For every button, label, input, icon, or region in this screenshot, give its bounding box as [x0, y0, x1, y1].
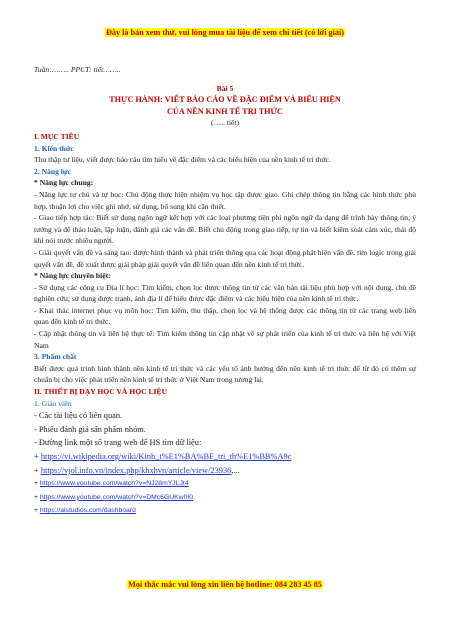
knowledge-heading: 1. Kiến thức	[34, 143, 74, 153]
general-competence-item: - Năng lực tự chủ và tự học: Chủ động thực hiện nhiệm vụ học tập được giao. Ghi chép thông tin bằng các hình thức phù hợp, thuận lợi cho việc ghi nhớ, sử dụng, bổ sung khi cần thiết.	[34, 189, 416, 211]
link-suffix: ,...	[231, 465, 240, 475]
link-prefix: +	[34, 493, 40, 501]
general-competence-item: - Giao tiếp hợp tác: Biết sử dụng ngôn ngữ kết hợp với các loại phương tiện phi ngôn ngữ đa dạng để trình bày thông tin, ý tưởng và để thảo luận, lập luận, đánh giá các vấn đề. Biết chủ động trong giao tiếp, tự tin và biết kiểm soát cảm xúc, thái độ khi nói trước nhiều người.	[34, 213, 416, 246]
schedule-line: Tuần:…….. PPCT: tiết……..	[34, 65, 121, 74]
general-competence-item: - Giải quyết vấn đề và sáng tạo: được hình thành và phát triển thông qua các hoạt động phát hiện vấn đề, tìm logic trong giải quyết vấn đề, đề xuất được giải pháp giải quyết vấn đề liên quan đến nền kinh tế tri thức.	[34, 247, 416, 269]
specific-competence-item: - Sử dụng các công cụ Địa lí học: Tìm kiếm, chọn lọc được thông tin từ các văn bản tài liệu phù hợp với nội dung, chủ đề nghiên cứu; sử dụng được tranh, ảnh địa lí để hiểu được đặc điểm và các biểu hiện của nền kinh tế tri thức.	[34, 282, 416, 304]
lesson-title-line-1: THỰC HÀNH: VIẾT BÁO CÁO VỀ ĐẶC ĐIỂM VÀ BIỂU HIỆN	[109, 95, 341, 105]
vjol-link[interactable]: https://vjol.info.vn/index.php/khxhvn/article/view/23936	[40, 465, 232, 475]
preview-notice-banner	[0, 28, 450, 37]
wikipedia-link[interactable]: https://vi.wikipedia.org/wiki/Kinh_t%E1%BA%BF_tri_th%E1%BB%A9c	[40, 452, 292, 461]
teacher-item: - Các tài liệu có liên quan.	[34, 411, 123, 421]
lesson-title-line-2: CỦA NỀN KINH TẾ TRI THỨC	[167, 106, 283, 116]
aistudios-link[interactable]: https://aistudios.com/dashboard	[39, 507, 136, 515]
link-prefix: +	[34, 480, 40, 488]
hotline-text: Mọi thắc mắc vui lòng xin liên hệ hotline: 084 283 45 85	[128, 580, 322, 589]
youtube-link-1[interactable]: https://www.youtube.com/watch?v=NJ28mYJLJt4	[39, 480, 189, 488]
knowledge-text: Thu thập tư liệu, viết được báo cáo tìm hiểu về đặc điểm và các biểu hiện của nền kinh tế tri thức.	[34, 155, 331, 165]
link-row-youtube-1	[34, 477, 416, 491]
youtube-link-2[interactable]: https://www.youtube.com/watch?v=DMc6GUKw0I0	[39, 493, 194, 501]
preview-notice-text: Đây là bản xem thử, vui lòng mua tài liệu để xem chi tiết (có lời giải)	[105, 28, 344, 37]
period-count: (….. tiết)	[210, 118, 240, 128]
link-prefix: +	[34, 465, 41, 475]
general-competence-heading: * Năng lực chung:	[34, 178, 94, 188]
link-row-wikipedia	[34, 450, 416, 464]
lesson-number: Bài 5	[216, 83, 234, 93]
link-row-youtube-2	[34, 491, 416, 505]
document-body	[34, 64, 416, 518]
teacher-item: - Đường link một số trang web để HS tìm dữ liệu:	[34, 438, 202, 448]
link-row-vjol	[34, 464, 416, 478]
section-objectives-heading: I. MỤC TIÊU	[34, 131, 80, 141]
specific-competence-item: - Cập nhật thông tin và liên hệ thực tế: Tìm kiếm thông tin cập nhật về sự phát triển của kinh tế tri thức và liên hệ với Việt Nam	[34, 329, 416, 350]
specific-competence-item: - Khai thác internet phục vụ môn học: Tìm kiếm, thu thập, chọn lọc và hệ thống được các thông tin từ các trang web liên quan đến kinh tế tri thức.	[34, 305, 416, 327]
section-equipment-heading: II. THIẾT BỊ DẠY HỌC VÀ HỌC LIỆU	[34, 387, 168, 397]
link-row-aistudios	[34, 504, 416, 518]
qualities-heading: 3. Phẩm chất	[34, 352, 77, 362]
hotline-banner	[0, 580, 450, 589]
qualities-text: Biết được quá trình hình thành nền kinh tế tri thức và các yếu tố ảnh hưởng đến nền kinh tế tri thức để từ đó có thêm sự chuẩn bị cho việc phát triển nền kinh tế tri thức ở Việt Nam trong tương lai.	[34, 363, 416, 385]
specific-competence-heading: * Năng lực chuyên biệt:	[34, 271, 111, 281]
competence-heading: 2. Năng lực	[34, 166, 71, 176]
teacher-item: - Phiếu đánh giá sản phẩm nhóm.	[34, 424, 146, 434]
link-prefix: +	[34, 507, 40, 515]
link-prefix: +	[34, 452, 41, 461]
teacher-heading: 1. Giáo viên	[34, 398, 72, 408]
